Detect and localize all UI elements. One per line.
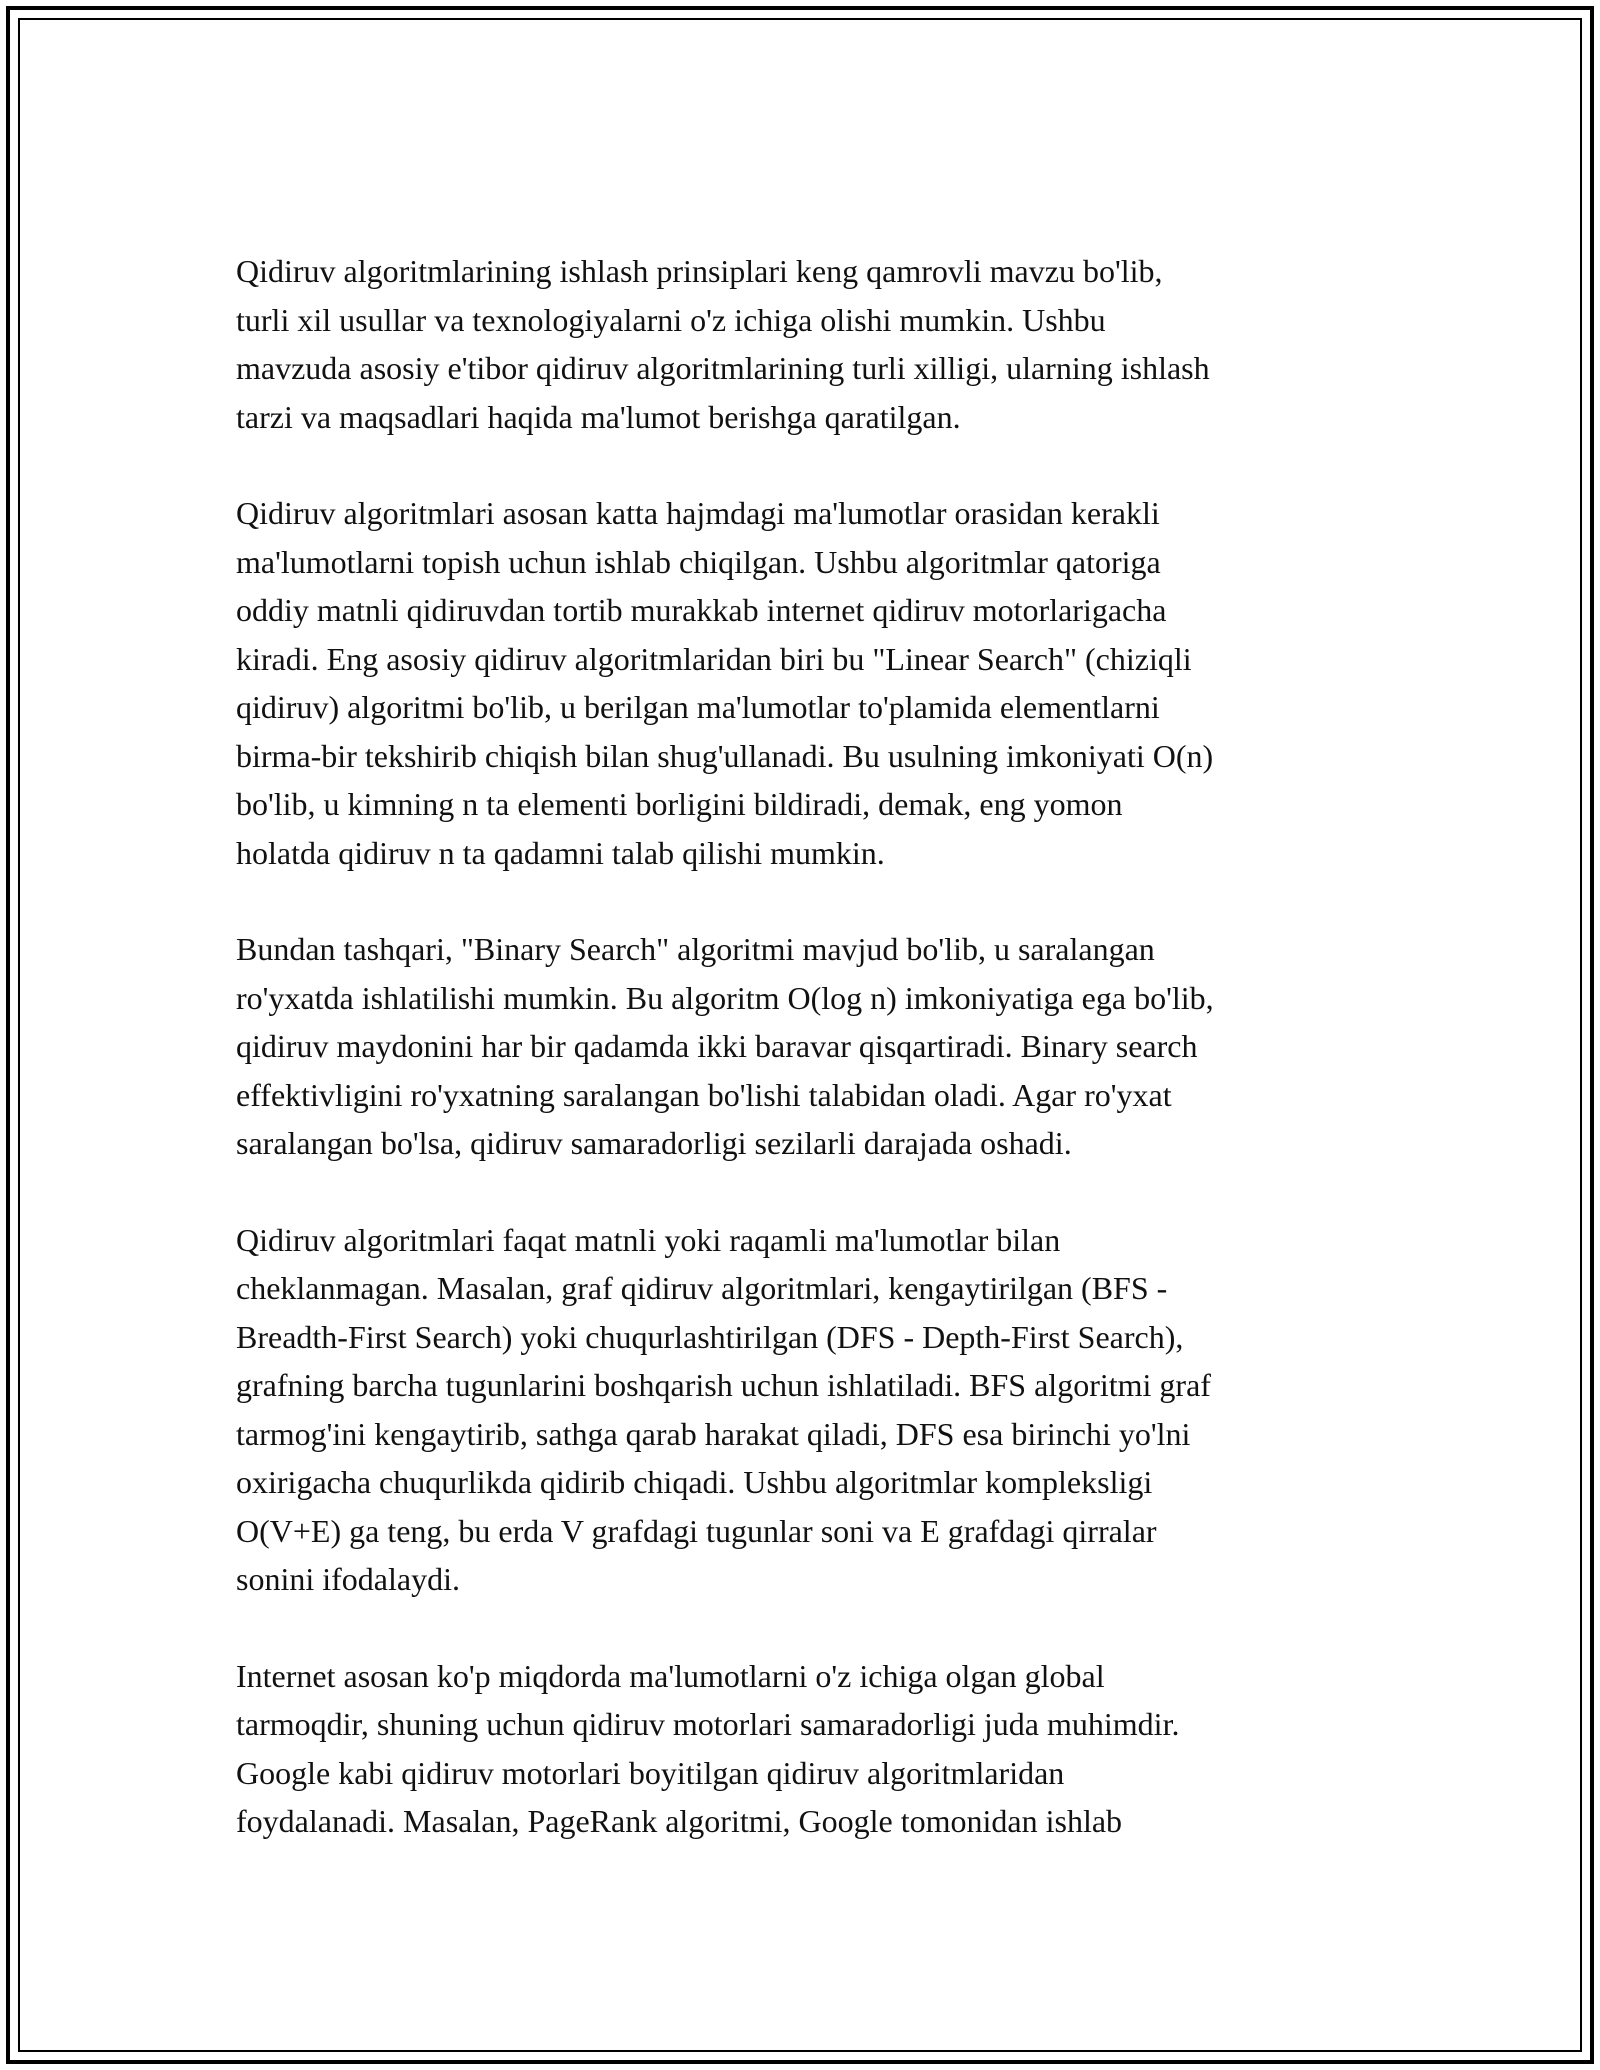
text-line: cheklanmagan. Masalan, graf qidiruv algoritmlari, kengaytirilgan (BFS -: [236, 1270, 1168, 1306]
text-line: foydalanadi. Masalan, PageRank algoritmi, Google tomonidan ishlab: [236, 1803, 1123, 1839]
text-line: tarmoqdir, shuning uchun qidiruv motorlari samaradorligi juda muhimdir.: [236, 1706, 1180, 1742]
text-line: Google kabi qidiruv motorlari boyitilgan qidiruv algoritmlaridan: [236, 1754, 1065, 1791]
paragraph-graph-search: [236, 1216, 1366, 1604]
paragraph-intro: [236, 247, 1366, 441]
text-line: turli xil usullar va texnologiyalarni o'z ichiga olishi mumkin. Ushbu: [236, 301, 1106, 338]
text-line: bo'lib, u kimning n ta elementi borligini bildiradi, demak, eng yomon: [236, 786, 1123, 822]
text-line: Qidiruv algoritmlari asosan katta hajmdagi ma'lumotlar orasidan kerakli: [236, 495, 1160, 531]
paragraph-linear-search: [236, 489, 1366, 877]
paragraph-internet-search: [236, 1652, 1366, 1846]
text-line: tarmog'ini kengaytirib, sathga qarab harakat qiladi, DFS esa birinchi yo'lni: [236, 1415, 1191, 1452]
text-line: grafning barcha tugunlarini boshqarish uchun ishlatiladi. BFS algoritmi graf: [236, 1367, 1211, 1403]
text-line: oddiy matnli qidiruvdan tortib murakkab internet qidiruv motorlarigacha: [236, 592, 1167, 628]
text-line: Qidiruv algoritmlarining ishlash prinsiplari keng qamrovli mavzu bo'lib,: [236, 253, 1163, 289]
text-line: qidiruv) algoritmi bo'lib, u berilgan ma'lumotlar to'plamida elementlarni: [236, 689, 1160, 725]
text-line: ma'lumotlarni topish uchun ishlab chiqilgan. Ushbu algoritmlar qatoriga: [236, 543, 1161, 580]
document-body: [236, 247, 1366, 1894]
text-line: birma-bir tekshirib chiqish bilan shug'ullanadi. Bu usulning imkoniyati O(n): [236, 737, 1214, 774]
text-line: oxirigacha chuqurlikda qidirib chiqadi. Ushbu algoritmlar kompleksligi: [236, 1464, 1153, 1500]
text-line: effektivligini ro'yxatning saralangan bo'lishi talabidan oladi. Agar ro'yxat: [236, 1076, 1172, 1113]
text-line: Breadth-First Search) yoki chuqurlashtirilgan (DFS - Depth-First Search),: [236, 1318, 1184, 1355]
text-line: ro'yxatda ishlatilishi mumkin. Bu algoritm O(log n) imkoniyatiga ega bo'lib,: [236, 979, 1214, 1016]
text-line: holatda qidiruv n ta qadamni talab qilishi mumkin.: [236, 834, 885, 871]
text-line: O(V+E) ga teng, bu erda V grafdagi tugunlar soni va E grafdagi qirralar: [236, 1512, 1157, 1549]
text-line: mavzuda asosiy e'tibor qidiruv algoritmlarining turli xilligi, ularning ishlash: [236, 350, 1210, 386]
text-line: Bundan tashqari, "Binary Search" algoritmi mavjud bo'lib, u saralangan: [236, 931, 1155, 967]
text-line: saralangan bo'lsa, qidiruv samaradorligi sezilarli darajada oshadi.: [236, 1125, 1072, 1161]
text-line: kiradi. Eng asosiy qidiruv algoritmlaridan biri bu "Linear Search" (chiziqli: [236, 640, 1192, 677]
text-line: sonini ifodalaydi.: [236, 1561, 460, 1597]
text-line: tarzi va maqsadlari haqida ma'lumot berishga qaratilgan.: [236, 398, 961, 435]
text-line: Qidiruv algoritmlari faqat matnli yoki raqamli ma'lumotlar bilan: [236, 1221, 1061, 1258]
paragraph-binary-search: [236, 925, 1366, 1168]
text-line: qidiruv maydonini har bir qadamda ikki baravar qisqartiradi. Binary search: [236, 1028, 1198, 1064]
text-line: Internet asosan ko'p miqdorda ma'lumotlarni o'z ichiga olgan global: [236, 1657, 1105, 1694]
